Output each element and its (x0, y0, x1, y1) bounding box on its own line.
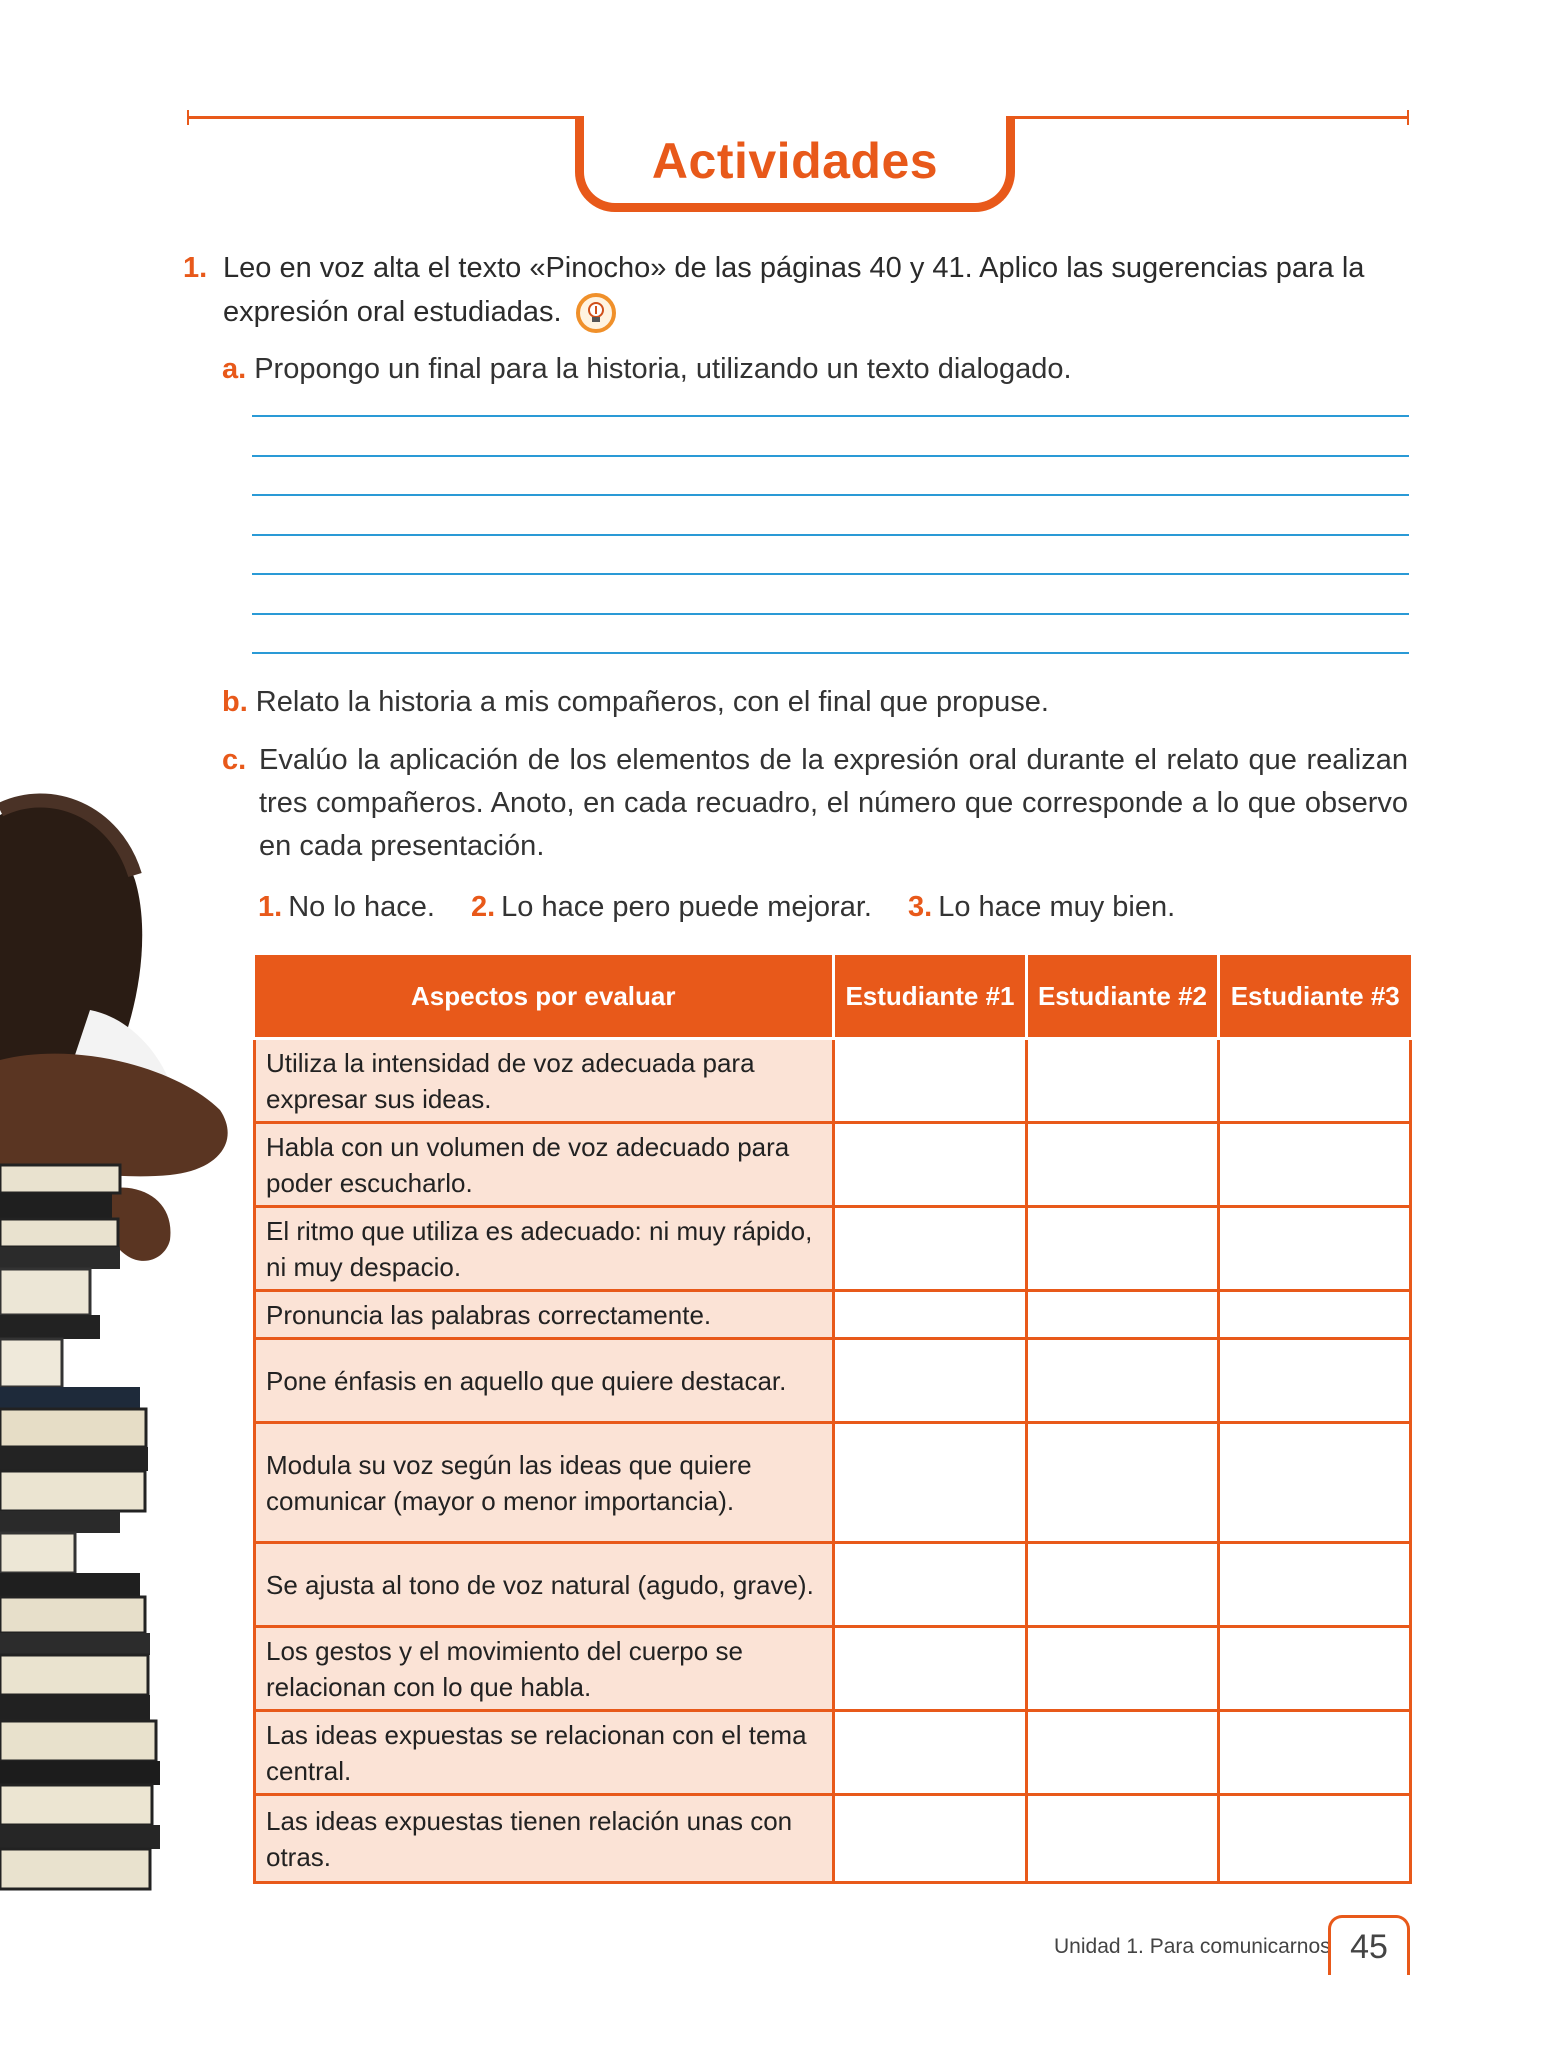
aspect-cell: Modula su voz según las ideas que quiere comunicar (mayor o menor importancia). (255, 1423, 834, 1543)
scale-item: 1. No lo hace. (258, 891, 435, 923)
score-cell[interactable] (1027, 1423, 1219, 1543)
table-header-row (255, 955, 1411, 1039)
boy-with-books-illustration (0, 770, 250, 1900)
item-a-text: Propongo un final para la historia, utilizando un texto dialogado. (254, 353, 1072, 385)
header-student-3: Estudiante #3 (1219, 955, 1411, 1039)
page-title: Actividades (651, 133, 939, 189)
score-cell[interactable] (1219, 1339, 1411, 1423)
aspect-cell: Los gestos y el movimiento del cuerpo se relacionan con lo que habla. (255, 1627, 834, 1711)
score-cell[interactable] (834, 1123, 1027, 1207)
scale-item: 2. Lo hace pero puede mejorar. (470, 891, 872, 923)
score-cell[interactable] (1219, 1039, 1411, 1123)
item-b-letter: b. (222, 686, 248, 718)
score-cell[interactable] (1219, 1795, 1411, 1883)
table-row (255, 1039, 1411, 1123)
footer-unit: Unidad 1. Para comunicarnos (1054, 1935, 1331, 1958)
aspect-cell: Pronuncia las palabras correctamente. (255, 1291, 834, 1339)
writing-line[interactable] (252, 652, 1409, 654)
score-cell[interactable] (1027, 1291, 1219, 1339)
table-row (255, 1543, 1411, 1627)
item-c-letter: c. (222, 744, 247, 776)
table-row (255, 1207, 1411, 1291)
header-student-1: Estudiante #1 (834, 955, 1027, 1039)
aspect-cell: Se ajusta al tono de voz natural (agudo, grave). (255, 1543, 834, 1627)
writing-line[interactable] (252, 494, 1409, 496)
score-cell[interactable] (1219, 1207, 1411, 1291)
score-cell[interactable] (1027, 1339, 1219, 1423)
writing-line[interactable] (252, 455, 1409, 457)
table-row (255, 1711, 1411, 1795)
item-a (222, 348, 1072, 391)
aspect-cell: Pone énfasis en aquello que quiere destacar. (255, 1339, 834, 1423)
score-cell[interactable] (834, 1339, 1027, 1423)
score-cell[interactable] (834, 1543, 1027, 1627)
aspect-cell: El ritmo que utiliza es adecuado: ni muy rápido, ni muy despacio. (255, 1207, 834, 1291)
scale-item: 3. Lo hace muy bien. (908, 891, 1176, 923)
item-c (222, 739, 1408, 868)
score-cell[interactable] (1027, 1627, 1219, 1711)
aspect-cell: Las ideas expuestas tienen relación unas con otras. (255, 1795, 834, 1883)
score-cell[interactable] (1219, 1627, 1411, 1711)
title-tab (575, 116, 1015, 212)
table-row (255, 1291, 1411, 1339)
writing-line[interactable] (252, 534, 1409, 536)
question-text: Leo en voz alta el texto «Pinocho» de las páginas 40 y 41. Aplico las sugerencias para la expresión oral estudiadas. (223, 252, 1365, 328)
rating-scale (258, 887, 1203, 927)
lightbulb-icon (576, 293, 616, 333)
score-cell[interactable] (834, 1207, 1027, 1291)
aspect-cell: Habla con un volumen de voz adecuado para poder escucharlo. (255, 1123, 834, 1207)
score-cell[interactable] (1027, 1039, 1219, 1123)
score-cell[interactable] (1219, 1291, 1411, 1339)
score-cell[interactable] (834, 1711, 1027, 1795)
question-number: 1. (183, 252, 208, 284)
item-b-text: Relato la historia a mis compañeros, con el final que propuse. (255, 686, 1049, 718)
score-cell[interactable] (1027, 1207, 1219, 1291)
score-cell[interactable] (1219, 1423, 1411, 1543)
score-cell[interactable] (1219, 1123, 1411, 1207)
score-cell[interactable] (834, 1423, 1027, 1543)
writing-line[interactable] (252, 415, 1409, 417)
table-row (255, 1123, 1411, 1207)
table-row (255, 1423, 1411, 1543)
item-b (222, 681, 1049, 724)
score-cell[interactable] (1027, 1711, 1219, 1795)
item-a-letter: a. (222, 353, 247, 385)
table-row (255, 1795, 1411, 1883)
score-cell[interactable] (834, 1795, 1027, 1883)
question-1 (183, 246, 1409, 334)
score-cell[interactable] (834, 1291, 1027, 1339)
score-cell[interactable] (1027, 1795, 1219, 1883)
evaluation-table (253, 955, 1412, 1884)
item-c-text: Evalúo la aplicación de los elementos de la expresión oral durante el relato que realizan tres compañeros. Anoto, en cada recuadro, el número que corresponde a lo que observo en cada presentación. (259, 744, 1408, 862)
writing-line[interactable] (252, 613, 1409, 615)
page-number: 45 (1328, 1915, 1410, 1975)
score-cell[interactable] (834, 1039, 1027, 1123)
score-cell[interactable] (1219, 1711, 1411, 1795)
header-aspects: Aspectos por evaluar (255, 955, 834, 1039)
header-student-2: Estudiante #2 (1027, 955, 1219, 1039)
aspect-cell: Las ideas expuestas se relacionan con el tema central. (255, 1711, 834, 1795)
writing-area[interactable] (252, 415, 1409, 692)
table-row (255, 1627, 1411, 1711)
score-cell[interactable] (1027, 1123, 1219, 1207)
score-cell[interactable] (834, 1627, 1027, 1711)
writing-line[interactable] (252, 573, 1409, 575)
table-row (255, 1339, 1411, 1423)
score-cell[interactable] (1027, 1543, 1219, 1627)
score-cell[interactable] (1219, 1543, 1411, 1627)
aspect-cell: Utiliza la intensidad de voz adecuada para expresar sus ideas. (255, 1039, 834, 1123)
